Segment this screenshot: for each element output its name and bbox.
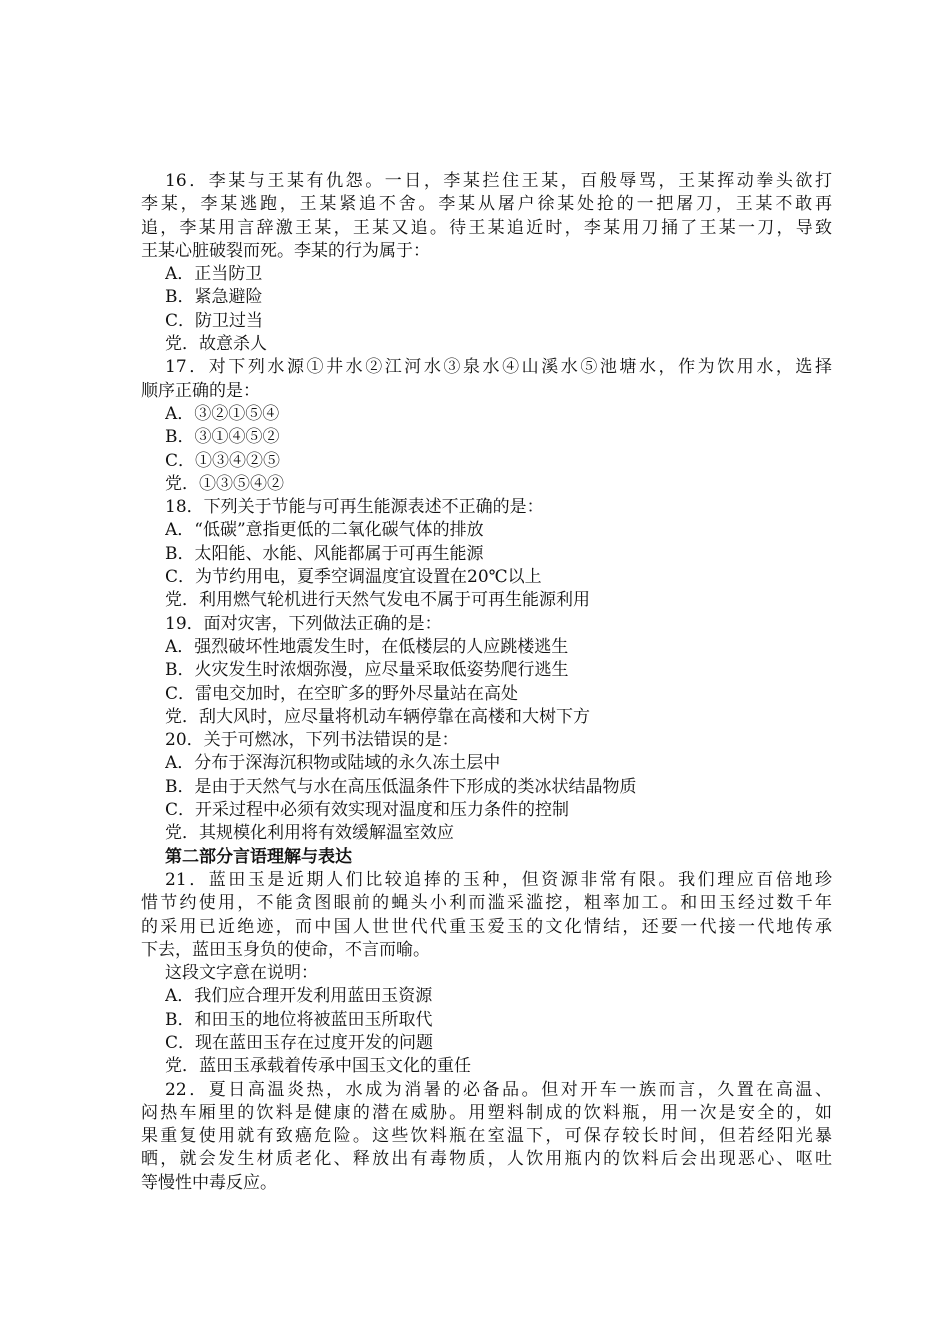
- text-line: 17．对下列水源①井水②江河水③泉水④山溪水⑤池塘水，作为饮用水，选择: [165, 357, 832, 378]
- text-line: 20．关于可燃冰，下列书法错误的是：: [165, 730, 459, 751]
- text-line: A．分布于深海沉积物或陆域的永久冻土层中: [165, 753, 501, 774]
- text-line: C．现在蓝田玉存在过度开发的问题: [165, 1032, 434, 1053]
- text-line: 党．①③⑤④②: [165, 473, 284, 494]
- document-body: [141, 170, 832, 1195]
- text-line: B．紧急避险: [165, 287, 263, 308]
- text-line: 李某，李某逃跑，王某紧追不舍。李某从屠户徐某处抢的一把屠刀，王某不敢再: [141, 194, 832, 215]
- text-line: 追，李某用言辞激王某，王某又追。待王某追近时，李某用刀捅了王某一刀，导致: [141, 217, 832, 238]
- text-line: C．开采过程中必须有效实现对温度和压力条件的控制: [165, 800, 570, 821]
- text-line: 果重复使用就有致癌危险。这些饮料瓶在室温下，可保存较长时间，但若经阳光暴: [141, 1126, 832, 1147]
- section-heading: 第二部分言语理解与表达: [165, 846, 352, 867]
- text-line: 党．蓝田玉承载着传承中国玉文化的重任: [165, 1056, 471, 1077]
- text-line: A．③②①⑤④: [165, 403, 280, 424]
- text-line: 等慢性中毒反应。: [141, 1172, 277, 1193]
- text-line: B．太阳能、水能、风能都属于可再生能源: [165, 543, 484, 564]
- text-line: 的采用已近绝迹，而中国人世世代代重玉爱玉的文化情结，还要一代接一代地传承: [141, 916, 832, 937]
- text-line: 党．其规模化利用将有效缓解温室效应: [165, 823, 454, 844]
- text-line: 22．夏日高温炎热，水成为消暑的必备品。但对开车一族而言，久置在高温、: [165, 1079, 832, 1100]
- text-line: 晒，就会发生材质老化、释放出有毒物质，人饮用瓶内的饮料后会出现恶心、呕吐: [141, 1149, 832, 1170]
- text-line: C．雷电交加时，在空旷多的野外尽量站在高处: [165, 683, 519, 704]
- text-line: A．我们应合理开发利用蓝田玉资源: [165, 986, 433, 1007]
- text-line: 18．下列关于节能与可再生能源表述不正确的是：: [165, 497, 544, 518]
- text-line: 21．蓝田玉是近期人们比较追捧的玉种，但资源非常有限。我们理应百倍地珍: [165, 869, 832, 890]
- text-line: 惜节约使用，不能贪图眼前的蝇头小利而滥采滥挖，粗率加工。和田玉经过数千年: [141, 893, 832, 914]
- text-line: A．“低碳”意指更低的二氧化碳气体的排放: [165, 520, 484, 541]
- text-line: 王某心脏破裂而死。李某的行为属于：: [141, 240, 430, 261]
- text-line: 闷热车厢里的饮料是健康的潜在威胁。用塑料制成的饮料瓶，用一次是安全的，如: [141, 1102, 832, 1123]
- text-line: C．①③④②⑤: [165, 450, 281, 471]
- text-line: B．和田玉的地位将被蓝田玉所取代: [165, 1009, 433, 1030]
- text-line: 19．面对灾害，下列做法正确的是：: [165, 613, 442, 634]
- text-line: 党．刮大风时，应尽量将机动车辆停靠在高楼和大树下方: [165, 706, 590, 727]
- text-line: 顺序正确的是：: [141, 380, 260, 401]
- text-line: 这段文字意在说明：: [165, 963, 318, 984]
- text-line: B．③①④⑤②: [165, 427, 280, 448]
- text-line: A．强烈破坏性地震发生时，在低楼层的人应跳楼逃生: [165, 636, 569, 657]
- text-line: 党．故意杀人: [165, 334, 267, 355]
- text-line: 党．利用燃气轮机进行天然气发电不属于可再生能源利用: [165, 590, 590, 611]
- text-line: C．防卫过当: [165, 310, 264, 331]
- text-line: A．正当防卫: [165, 264, 263, 285]
- text-line: 16．李某与王某有仇怨。一日，李某拦住王某，百般辱骂，王某挥动拳头欲打: [165, 171, 832, 191]
- text-line: 下去，蓝田玉身负的使命，不言而喻。: [141, 939, 430, 960]
- text-line: B．是由于天然气与水在高压低温条件下形成的类冰状结晶物质: [165, 776, 637, 797]
- text-line: C．为节约用电，夏季空调温度宜设置在20℃以上: [165, 567, 542, 588]
- text-line: B．火灾发生时浓烟弥漫，应尽量采取低姿势爬行逃生: [165, 660, 569, 681]
